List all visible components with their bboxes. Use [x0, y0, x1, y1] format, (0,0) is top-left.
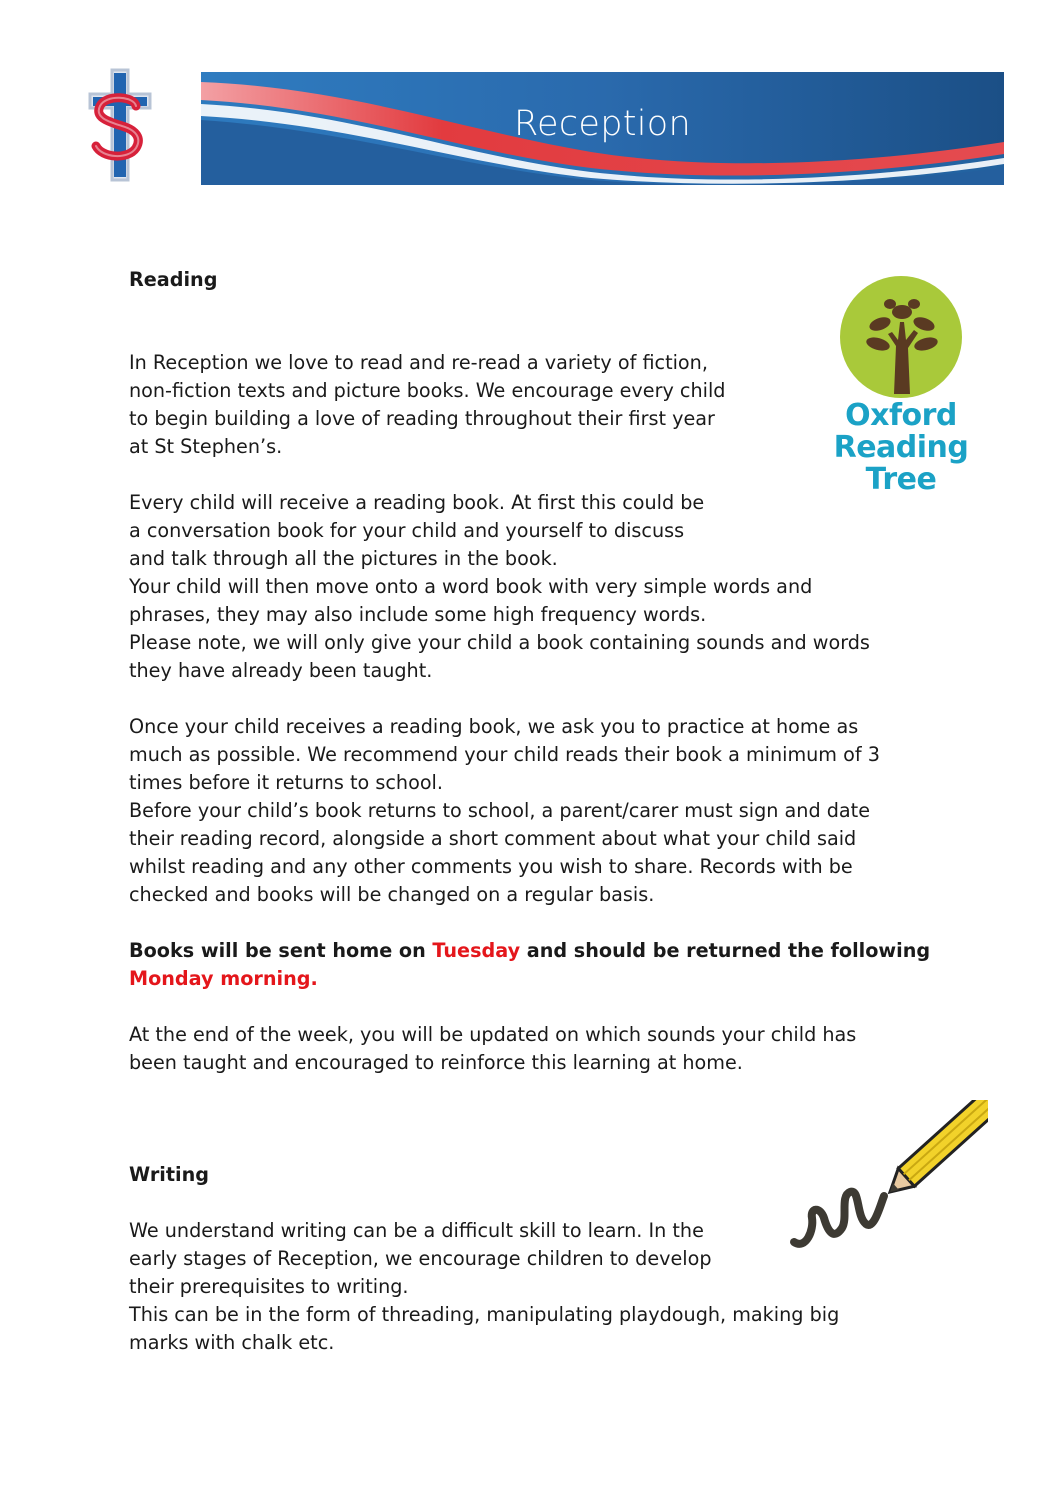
main-content [129, 266, 939, 1357]
school-cross-s-logo-icon [76, 66, 162, 184]
reading-practice-paragraph: Once your child receives a reading book, we ask you to practice at home as much as possible. We recommend your child reads their book a minimum of 3 times before it returns to school. Before your child’s book returns to school, a parent/carer must sign and date their reading record, alongside a short comment about what your child said whilst reading and any other comments you wish to share. Records with be checked and books will be changed on a regular basis. [129, 715, 880, 906]
reading-heading: Reading [129, 268, 218, 291]
writing-paragraph: We understand writing can be a difficult skill to learn. In the early stages of Reception, we encourage children to develop their prerequisites to writing. This can be in the form of threading, manipulating playdough, making big marks with chalk etc. [129, 1219, 840, 1354]
ort-line-3: Tree [865, 462, 937, 497]
ort-line-1: Oxford [845, 398, 957, 433]
page-title: Reception [513, 104, 692, 144]
writing-heading: Writing [129, 1163, 210, 1186]
sounds-update-paragraph: At the end of the week, you will be updated on which sounds your child has been taught and encouraged to reinforce this learning at home. [129, 1023, 857, 1074]
book-schedule-notice: Books will be sent home on Tuesday and should be returned the following Monday morning. [129, 939, 931, 990]
send-day: Tuesday [432, 939, 521, 962]
header-banner [201, 72, 1004, 185]
reading-intro-paragraph: In Reception we love to read and re-read a variety of fiction, non-fiction texts and picture books. We encourage every child to begin building a love of reading throughout their first year at St Stephen’s. [129, 351, 726, 458]
school-logo [76, 66, 162, 184]
reading-book-paragraph: Every child will receive a reading book. At first this could be a conversation book for your child and yourself to discuss and talk through all the pictures in the book. Your child will then move onto a word book with very simple words and phrases, they may also include some high frequency words. Please note, we will only give your child a book containing sounds and words they have already been taught. [129, 491, 870, 682]
ort-line-2: Reading [833, 430, 969, 465]
return-day: Monday morning. [129, 967, 318, 990]
